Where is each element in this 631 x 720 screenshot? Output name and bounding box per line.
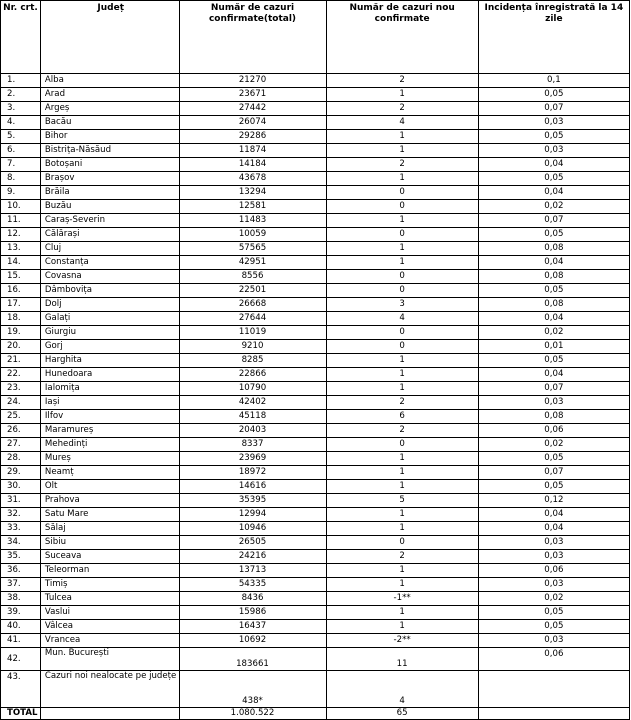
cell-incidence: 0,03 [478,550,629,564]
cell-nr: 43. [1,671,41,708]
cell-judet: Hunedoara [40,368,179,382]
cell-new: 0 [326,200,478,214]
cell-judet: Sibiu [40,536,179,550]
cell-total: 11483 [179,214,326,228]
cell-nr: 37. [1,578,41,592]
cell-judet: Maramureș [40,424,179,438]
cell-nr: 23. [1,382,41,396]
cell-total: 12994 [179,508,326,522]
cell-incidence: 0,05 [478,606,629,620]
cell-judet: Bihor [40,130,179,144]
cell-incidence: 0,05 [478,480,629,494]
cell-total: 10946 [179,522,326,536]
cell-incidence: 0,07 [478,102,629,116]
cell-judet: Dâmbovița [40,284,179,298]
cell-incidence: 0,06 [478,648,629,671]
cell-incidence: 0,04 [478,256,629,270]
cell-incidence: 0,03 [478,396,629,410]
cell-total: 8337 [179,438,326,452]
cell-incidence: 0,02 [478,200,629,214]
table-row [1,298,630,312]
cell-new: 6 [326,410,478,424]
table-row [1,564,630,578]
table-row [1,158,630,172]
cell-nr: 20. [1,340,41,354]
cell-nr: 5. [1,130,41,144]
cell-judet: Brașov [40,172,179,186]
cell-total: 43678 [179,172,326,186]
table-row [1,284,630,298]
cell-new: 2 [326,424,478,438]
cell-nr: 8. [1,172,41,186]
cell-judet: Constanța [40,256,179,270]
cell-incidence: 0,06 [478,564,629,578]
cell-new: 1 [326,172,478,186]
cell-total: 13294 [179,186,326,200]
cell-total: 54335 [179,578,326,592]
table-row [1,242,630,256]
cell-nr: 29. [1,466,41,480]
cell-nr: 27. [1,438,41,452]
cell-total: 42951 [179,256,326,270]
cell-judet: Botoșani [40,158,179,172]
cell-incidence: 0,04 [478,508,629,522]
cell-new: 4 [326,671,478,708]
cell-nr: 36. [1,564,41,578]
cell-judet: Neamț [40,466,179,480]
total-incidence [478,708,629,720]
total-new-cases: 65 [326,708,478,720]
cell-judet: Tulcea [40,592,179,606]
cell-total: 23671 [179,88,326,102]
cell-nr: 25. [1,410,41,424]
table-row [1,382,630,396]
cell-nr: 2. [1,88,41,102]
cell-nr: 28. [1,452,41,466]
table-row [1,536,630,550]
cell-new: 0 [326,340,478,354]
cell-incidence: 0,03 [478,536,629,550]
header-nr: Nr. crt. [1,1,41,74]
cell-judet: Argeș [40,102,179,116]
cell-new: 1 [326,480,478,494]
table-row [1,200,630,214]
cell-new: 0 [326,326,478,340]
cell-incidence: 0,03 [478,634,629,648]
table-row-nealocate [1,671,630,708]
cell-total: 45118 [179,410,326,424]
table-row [1,270,630,284]
cell-total: 26505 [179,536,326,550]
cell-total: 26074 [179,116,326,130]
cell-new: 1 [326,130,478,144]
cell-incidence: 0,07 [478,466,629,480]
cell-incidence: 0,03 [478,116,629,130]
cell-judet: Mun. București [40,648,179,671]
cell-total: 35395 [179,494,326,508]
cell-new: -2** [326,634,478,648]
table-row [1,466,630,480]
cell-new: 0 [326,186,478,200]
cell-total: 9210 [179,340,326,354]
cell-judet: Prahova [40,494,179,508]
cell-new: 4 [326,116,478,130]
cell-nr: 4. [1,116,41,130]
cell-judet: Caraș-Severin [40,214,179,228]
cell-total: 27442 [179,102,326,116]
cell-judet: Galați [40,312,179,326]
cell-incidence: 0,05 [478,284,629,298]
cell-judet-empty [40,708,179,720]
cell-new: 1 [326,508,478,522]
cell-nr: 31. [1,494,41,508]
cell-judet: Arad [40,88,179,102]
cell-judet: Mureș [40,452,179,466]
cell-judet: Vaslui [40,606,179,620]
cell-new: 1 [326,564,478,578]
cell-nr: 16. [1,284,41,298]
table-row [1,396,630,410]
cell-nr: 9. [1,186,41,200]
cell-new: 2 [326,550,478,564]
cell-total: 8436 [179,592,326,606]
cell-total: 14616 [179,480,326,494]
cell-incidence: 0,01 [478,340,629,354]
cell-incidence: 0,04 [478,522,629,536]
cell-new: 11 [326,648,478,671]
table-row [1,116,630,130]
table-row [1,452,630,466]
cell-incidence: 0,04 [478,312,629,326]
cell-new: 5 [326,494,478,508]
cell-total: 14184 [179,158,326,172]
table-row [1,620,630,634]
cell-total: 13713 [179,564,326,578]
table-row [1,130,630,144]
cell-new: 1 [326,578,478,592]
table-row [1,228,630,242]
table-row [1,550,630,564]
table-row [1,480,630,494]
cell-incidence: 0,05 [478,172,629,186]
cell-incidence: 0,1 [478,74,629,88]
header-new-cases: Număr de cazuri nou confirmate [326,1,478,74]
table-body [1,74,630,720]
cell-incidence: 0,05 [478,228,629,242]
cell-nr: 32. [1,508,41,522]
cell-total: 26668 [179,298,326,312]
table-row [1,368,630,382]
cell-total: 22501 [179,284,326,298]
cell-judet: Gorj [40,340,179,354]
cell-new: 1 [326,382,478,396]
cell-new: 1 [326,242,478,256]
cell-total: 10059 [179,228,326,242]
cell-total: 11019 [179,326,326,340]
cell-total: 15986 [179,606,326,620]
cell-judet: Bistrița-Năsăud [40,144,179,158]
cell-judet: Ialomița [40,382,179,396]
table-row [1,144,630,158]
table-row [1,214,630,228]
cell-judet: Satu Mare [40,508,179,522]
table-row [1,186,630,200]
table-row [1,410,630,424]
cell-judet: Ilfov [40,410,179,424]
cell-judet: Vrancea [40,634,179,648]
cell-judet: Călărași [40,228,179,242]
cell-judet: Olt [40,480,179,494]
cell-incidence: 0,08 [478,242,629,256]
cell-judet: Vâlcea [40,620,179,634]
table-row [1,102,630,116]
cell-nr: 42. [1,648,41,671]
cell-incidence: 0,07 [478,214,629,228]
cell-new: 1 [326,452,478,466]
table-row [1,74,630,88]
cell-nr: 13. [1,242,41,256]
cell-total: 183661 [179,648,326,671]
cell-incidence: 0,08 [478,298,629,312]
cell-incidence: 0,05 [478,88,629,102]
cell-new: 1 [326,354,478,368]
cell-total: 20403 [179,424,326,438]
cell-nr: 18. [1,312,41,326]
cell-total: 57565 [179,242,326,256]
cell-judet: Cazuri noi nealocate pe județe [40,671,179,708]
cell-incidence: 0,05 [478,354,629,368]
table-row [1,438,630,452]
table-row [1,172,630,186]
cell-new: 0 [326,438,478,452]
cell-judet: Bacău [40,116,179,130]
cell-total: 42402 [179,396,326,410]
table-row [1,424,630,438]
cell-nr: 34. [1,536,41,550]
cell-nr: 22. [1,368,41,382]
cell-new: 1 [326,606,478,620]
header-incidence: Incidența înregistrată la 14 zile [478,1,629,74]
cell-nr: 19. [1,326,41,340]
cell-nr: 35. [1,550,41,564]
table-row [1,340,630,354]
table-row [1,256,630,270]
cell-judet: Brăila [40,186,179,200]
cell-judet: Suceava [40,550,179,564]
cell-new: 0 [326,228,478,242]
cell-total: 8285 [179,354,326,368]
header-judet: Județ [40,1,179,74]
table-row [1,592,630,606]
table-row-total [1,708,630,720]
cell-incidence [478,671,629,708]
cell-new: 1 [326,88,478,102]
cell-new: 1 [326,256,478,270]
table-row [1,312,630,326]
cell-new: 1 [326,620,478,634]
cell-nr: 38. [1,592,41,606]
cell-incidence: 0,02 [478,592,629,606]
cell-new: 2 [326,102,478,116]
cell-total: 16437 [179,620,326,634]
total-cases: 1.080.522 [179,708,326,720]
cell-judet: Mehedinți [40,438,179,452]
cell-nr: 41. [1,634,41,648]
table-row [1,326,630,340]
cell-nr: 12. [1,228,41,242]
cell-new: 2 [326,74,478,88]
cell-incidence: 0,05 [478,452,629,466]
cell-new: 3 [326,298,478,312]
cell-incidence: 0,05 [478,620,629,634]
cell-incidence: 0,03 [478,144,629,158]
cell-judet: Giurgiu [40,326,179,340]
cell-total: 8556 [179,270,326,284]
cell-incidence: 0,08 [478,270,629,284]
cell-nr: 6. [1,144,41,158]
cell-new: 1 [326,144,478,158]
cell-incidence: 0,04 [478,186,629,200]
cell-judet: Alba [40,74,179,88]
cell-nr: 39. [1,606,41,620]
cell-judet: Sălaj [40,522,179,536]
table-header-row [1,1,630,74]
table-row [1,508,630,522]
cell-nr: 33. [1,522,41,536]
cell-incidence: 0,02 [478,438,629,452]
cell-total: 10692 [179,634,326,648]
cell-incidence: 0,07 [478,382,629,396]
cell-judet: Timiș [40,578,179,592]
cell-incidence: 0,04 [478,368,629,382]
cell-nr: 40. [1,620,41,634]
cell-new: 0 [326,284,478,298]
cell-total: 23969 [179,452,326,466]
cell-total: 12581 [179,200,326,214]
cell-new: 2 [326,158,478,172]
cell-incidence: 0,02 [478,326,629,340]
cell-judet: Covasna [40,270,179,284]
cell-nr: 17. [1,298,41,312]
table-row [1,578,630,592]
cell-judet: Harghita [40,354,179,368]
cell-nr: 3. [1,102,41,116]
table-row [1,354,630,368]
cell-new: 1 [326,214,478,228]
cell-total: 18972 [179,466,326,480]
table-row [1,522,630,536]
cell-total: 21270 [179,74,326,88]
cell-incidence: 0,12 [478,494,629,508]
cell-new: 1 [326,466,478,480]
table-row [1,88,630,102]
cell-total: 11874 [179,144,326,158]
cell-incidence: 0,08 [478,410,629,424]
cell-judet: Iași [40,396,179,410]
table-row [1,494,630,508]
cell-new: 4 [326,312,478,326]
table-row-bucuresti [1,648,630,671]
cell-nr: 10. [1,200,41,214]
cell-nr: 26. [1,424,41,438]
cell-nr: 11. [1,214,41,228]
cell-incidence: 0,04 [478,158,629,172]
cell-new: -1** [326,592,478,606]
cell-total: 24216 [179,550,326,564]
cell-judet: Cluj [40,242,179,256]
cell-nr: 21. [1,354,41,368]
total-label: TOTAL [1,708,41,720]
cell-new: 1 [326,522,478,536]
cell-total: 29286 [179,130,326,144]
cell-judet: Dolj [40,298,179,312]
cell-new: 2 [326,396,478,410]
cell-incidence: 0,06 [478,424,629,438]
cell-nr: 7. [1,158,41,172]
cell-total: 22866 [179,368,326,382]
cell-judet: Teleorman [40,564,179,578]
cell-total: 27644 [179,312,326,326]
cell-nr: 1. [1,74,41,88]
cell-new: 0 [326,536,478,550]
cell-nr: 24. [1,396,41,410]
table-row [1,634,630,648]
cell-total: 10790 [179,382,326,396]
cell-nr: 14. [1,256,41,270]
header-total-cases: Număr de cazuri confirmate(total) [179,1,326,74]
cell-incidence: 0,05 [478,130,629,144]
cell-nr: 15. [1,270,41,284]
cell-new: 0 [326,270,478,284]
cell-incidence: 0,03 [478,578,629,592]
cell-nr: 30. [1,480,41,494]
table-row [1,606,630,620]
cell-judet: Buzău [40,200,179,214]
cell-new: 1 [326,368,478,382]
cell-total: 438* [179,671,326,708]
